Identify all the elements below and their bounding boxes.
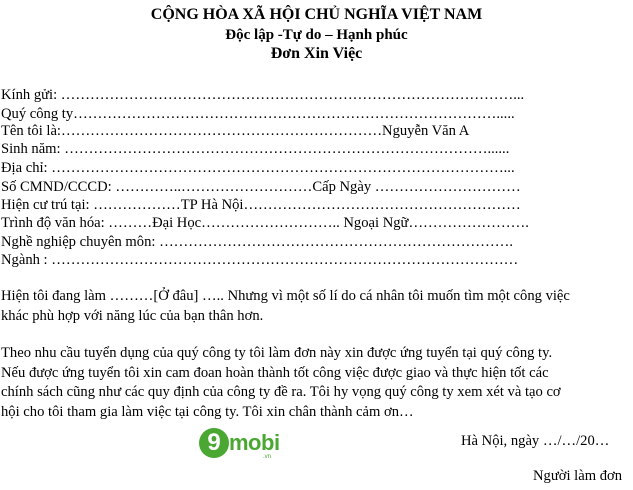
field-company: Quý công ty…………………………………………………………………………….....: [1, 106, 515, 122]
paragraph-application: [1, 344, 561, 422]
document-title: Đơn Xin Việc: [270, 45, 363, 62]
logo-word: mobi: [229, 430, 280, 455]
field-residence: Hiện cư trú tại: ………………TP Hà Nội…………………………………………………: [1, 197, 521, 213]
logo-sub: .vn: [263, 454, 272, 460]
field-recipient: Kính gửi: …………………………………………………………………………………...: [1, 87, 525, 103]
field-id-number: Số CMND/CCCD: …………..………………………Cấp Ngày …………………………: [1, 179, 521, 195]
field-name: Tên tôi là:…………………………………………………………Nguyễn Văn A: [1, 123, 470, 139]
field-education: Trình độ văn hóa: ………Đại Học……………………….. Ngoại Ngữ…………………….: [1, 215, 529, 231]
paragraph-line: Hiện tôi đang làm ………[Ở đâu] ….. Nhưng vì một số lí do cá nhân tôi muốn tìm một công việc: [1, 288, 570, 304]
paragraph-line: khác phù hợp với năng lúc của bạn thân hơn.: [1, 307, 264, 324]
paragraph-line: chính sách cũng như các quy định của công ty đề ra. Tôi hy vọng quý công ty xem xét và tạo cơ: [1, 384, 561, 401]
signer-label: Người làm đơn: [533, 468, 623, 484]
9mobi-watermark-logo: [199, 428, 287, 462]
paragraph-line: hội cho tôi tham gia làm việc tại công ty. Tôi xin chân thành cảm ơn…: [1, 403, 414, 420]
field-address: Địa chỉ: …………………………………………………………………………………...: [1, 160, 515, 176]
date-line: Hà Nội, ngày …/…/20…: [461, 433, 610, 449]
field-industry: Ngành : ……………………………………………………………………………………: [1, 252, 519, 268]
paragraph-current-job: [1, 287, 570, 326]
paragraph-line: Nếu được ứng tuyển tôi xin cam đoan hoàn thành tốt công việc được giao và thực hiện tốt các: [1, 364, 549, 381]
field-profession: Nghề nghiệp chuyên môn: ……………………………………………………………….: [1, 234, 513, 250]
national-title: CỘNG HÒA XÃ HỘI CHỦ NGHĨA VIỆT NAM: [150, 6, 483, 23]
field-birth-year: Sinh năm: ……………………………………………………………………………......: [1, 141, 510, 157]
national-motto: Độc lập -Tự do – Hạnh phúc: [225, 27, 408, 43]
logo-digit: 9: [199, 428, 229, 458]
paragraph-line: Theo nhu cầu tuyển dụng của quý công ty tôi làm đơn này xin được ứng tuyển tại quý công ty.: [1, 345, 553, 361]
